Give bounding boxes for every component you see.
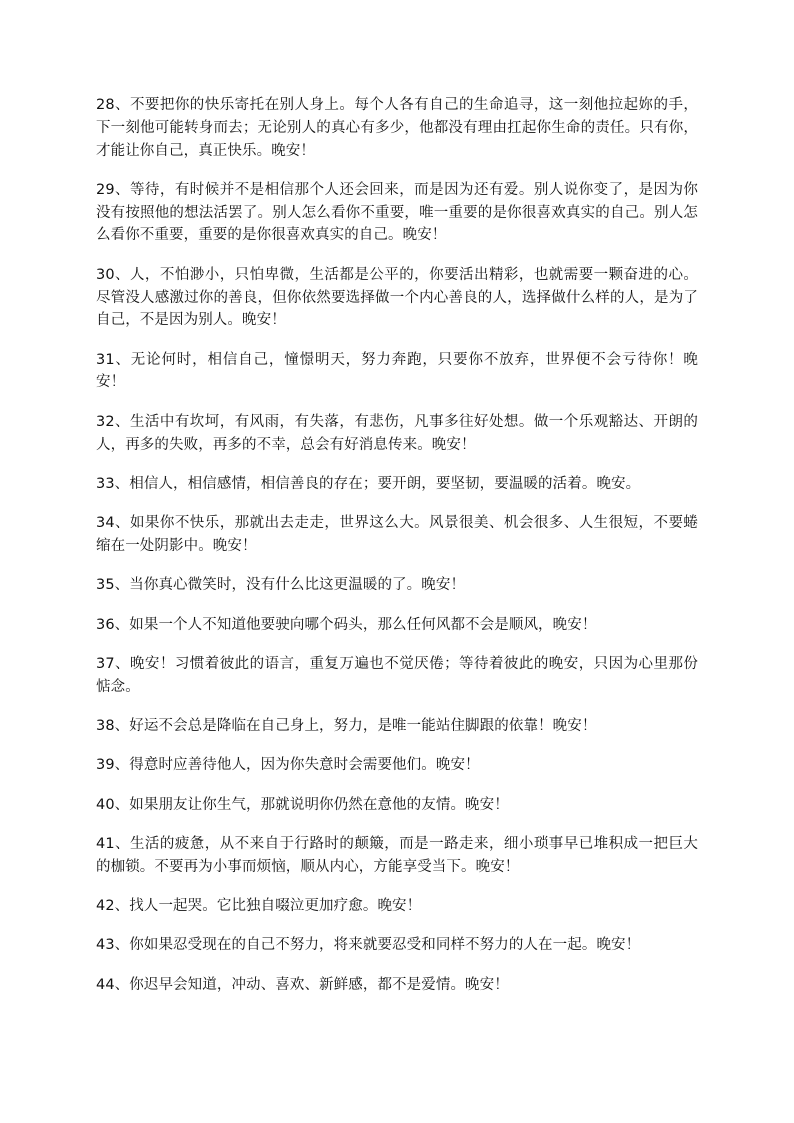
paragraph-37: 37、晚安！习惯着彼此的语言，重复万遍也不觉厌倦；等待着彼此的晚安，只因为心里那份惦念。 xyxy=(96,655,698,695)
paragraph-28: 28、不要把你的快乐寄托在别人身上。每个人各有自己的生命追寻，这一刻他拉起妳的手，下一刻他可能转身而去；无论别人的真心有多少，他都没有理由扛起你生命的责任。只有你，才能让你自己，真正快乐。晚安！ xyxy=(96,97,698,159)
paragraph-40: 40、如果朋友让你生气，那就说明你仍然在意他的友情。晚安！ xyxy=(96,796,509,813)
paragraph-38: 38、好运不会总是降临在自己身上，努力，是唯一能站住脚跟的依靠！晚安！ xyxy=(96,717,597,734)
paragraph-41: 41、生活的疲惫，从不来自于行路时的颠簸，而是一路走来，细小琐事早已堆积成一把巨大的枷锁。不要再为小事而烦恼，顺从内心，方能享受当下。晚安！ xyxy=(96,835,698,875)
paragraph-44: 44、你迟早会知道，冲动、喜欢、新鲜感，都不是爱情。晚安！ xyxy=(96,976,509,993)
document-body xyxy=(96,94,698,1013)
paragraph-30: 30、人，不怕渺小，只怕卑微，生活都是公平的，你要活出精彩，也就需要一颗奋进的心。尽管没人感激过你的善良，但你依然要选择做一个内心善良的人，选择做什么样的人，是为了自己，不是因为别人。晚安！ xyxy=(96,266,698,329)
paragraph-35: 35、当你真心微笑时，没有什么比这更温暖的了。晚安！ xyxy=(96,577,466,594)
paragraph-36: 36、如果一个人不知道他要驶向哪个码头，那么任何风都不会是顺风，晚安！ xyxy=(96,616,597,633)
paragraph-31: 31、无论何时，相信自己，憧憬明天，努力奔跑，只要你不放弃，世界便不会亏待你！晚安！ xyxy=(96,351,698,391)
paragraph-29: 29、等待，有时候并不是相信那个人还会回来，而是因为还有爱。别人说你变了，是因为你没有按照他的想法活罢了。别人怎么看你不重要，唯一重要的是你很喜欢真实的自己。别人怎么看你不重要，重要的是你很喜欢真实的自己。晚安！ xyxy=(96,181,698,244)
paragraph-43: 43、你如果忍受现在的自己不努力，将来就要忍受和同样不努力的人在一起。晚安！ xyxy=(96,937,641,954)
paragraph-34: 34、如果你不快乐，那就出去走走，世界这么大。风景很美、机会很多、人生很短，不要蜷缩在一处阴影中。晚安！ xyxy=(96,515,698,554)
paragraph-32: 32、生活中有坎坷，有风雨，有失落，有悲伤，凡事多往好处想。做一个乐观豁达、开朗的人，再多的失败，再多的不幸，总会有好消息传来。晚安！ xyxy=(96,413,698,453)
paragraph-33: 33、相信人，相信感情，相信善良的存在；要开朗，要坚韧，要温暖的活着。晚安。 xyxy=(96,475,641,492)
paragraph-42: 42、找人一起哭。它比独自啜泣更加疗愈。晚安！ xyxy=(96,897,422,914)
paragraph-39: 39、得意时应善待他人，因为你失意时会需要他们。晚安！ xyxy=(96,757,480,774)
